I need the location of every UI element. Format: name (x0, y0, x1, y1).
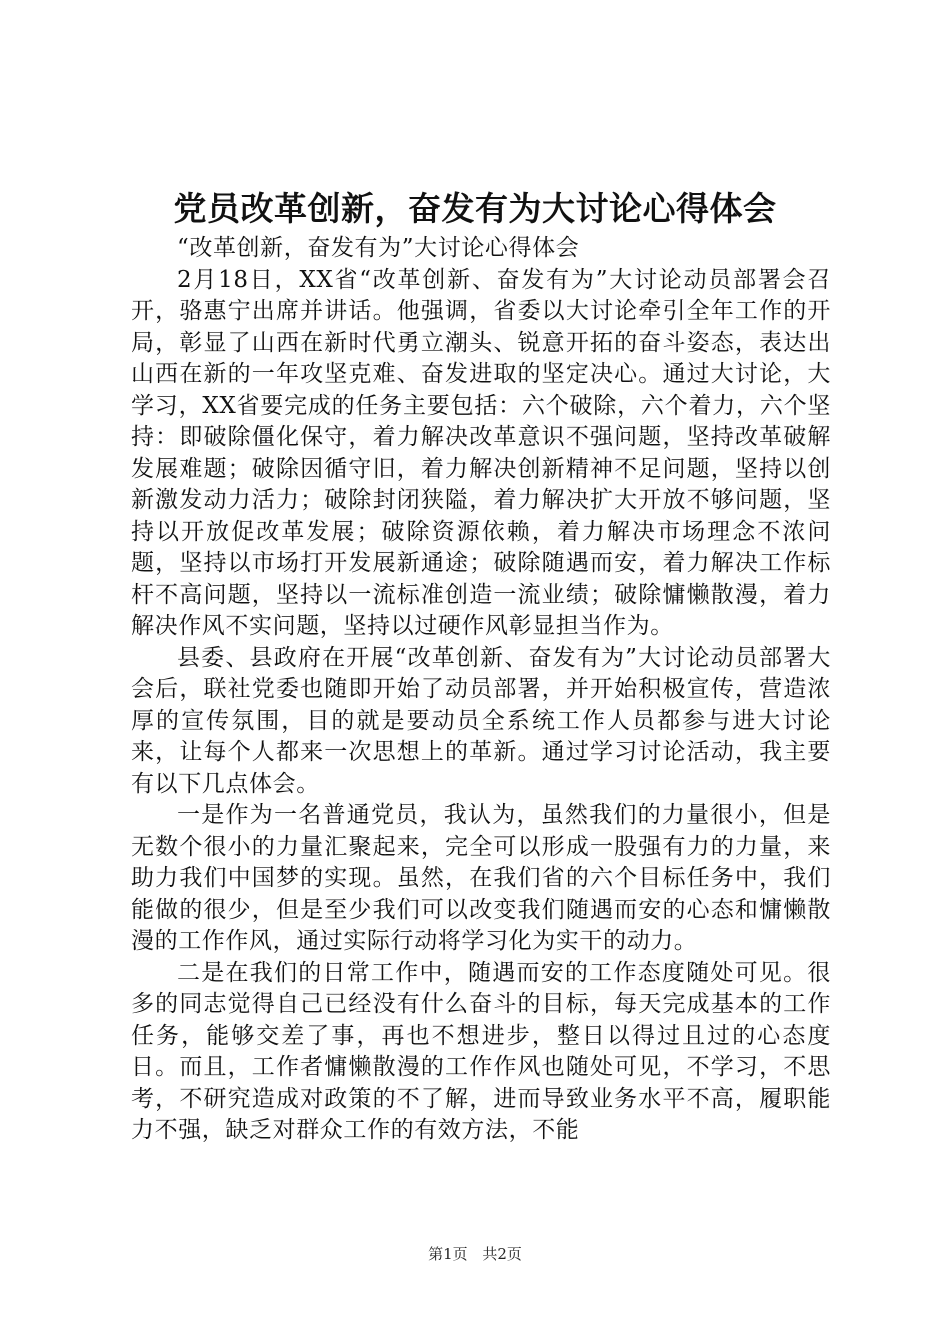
document-body (131, 233, 831, 1147)
body-paragraph: 二是在我们的日常工作中，随遇而安的工作态度随处可见。很多的同志觉得自己已经没有什么奋斗的目标，每天完成基本的工作任务，能够交差了事，再也不想进步，整日以得过且过的心态度日。而且，工作者慵懒散漫的工作作风也随处可见，不学习，不思考，不研究造成对政策的不了解，进而导致业务水平不高，履职能力不强，缺乏对群众工作的有效方法，不能 (131, 959, 831, 1143)
body-paragraph-subtitle: “改革创新，奋发有为”大讨论心得体会 (177, 235, 580, 261)
body-paragraph: 2月18日，XX省“改革创新、奋发有为”大讨论动员部署会召开，骆惠宁出席并讲话。他强调，省委以大讨论牵引全年工作的开局，彰显了山西在新时代勇立潮头、锐意开拓的奋斗姿态，表达出山西在新的一年攻坚克难、奋发进取的坚定决心。通过大讨论，大学习，XX省要完成的任务主要包括：六个破除，六个着力，六个坚持：即破除僵化保守，着力解决改革意识不强问题，坚持改革破解发展难题；破除因循守旧，着力解决创新精神不足问题，坚持以创新激发动力活力；破除封闭狭隘，着力解决扩大开放不够问题，坚持以开放促改革发展；破除资源依赖，着力解决市场理念不浓问题，坚持以市场打开发展新通途；破除随遇而安，着力解决工作标杆不高问题，坚持以一流标准创造一流业绩；破除慵懒散漫，着力解决作风不实问题，坚持以过硬作风彰显担当作为。 (131, 266, 831, 639)
document-title: 党员改革创新，奋发有为大讨论心得体会 (173, 189, 777, 228)
page-footer (0, 1244, 950, 1264)
page-total: 共2页 (482, 1245, 522, 1263)
body-paragraph: 县委、县政府在开展“改革创新、奋发有为”大讨论动员部署大会后，联社党委也随即开始了动员部署，并开始积极宣传，营造浓厚的宣传氛围，目的就是要动员全系统工作人员都参与进大讨论来，让每个人都来一次思想上的革新。通过学习讨论活动，我主要有以下几点体会。 (131, 644, 831, 797)
body-paragraph: 一是作为一名普通党员，我认为，虽然我们的力量很小，但是无数个很小的力量汇聚起来，完全可以形成一股强有力的力量，来助力我们中国梦的实现。虽然，在我们省的六个目标任务中，我们能做的很少，但是至少我们可以改变我们随遇而安的心态和慵懒散漫的工作作风，通过实际行动将学习化为实干的动力。 (131, 802, 831, 954)
page-number: 第1页 (428, 1245, 468, 1263)
